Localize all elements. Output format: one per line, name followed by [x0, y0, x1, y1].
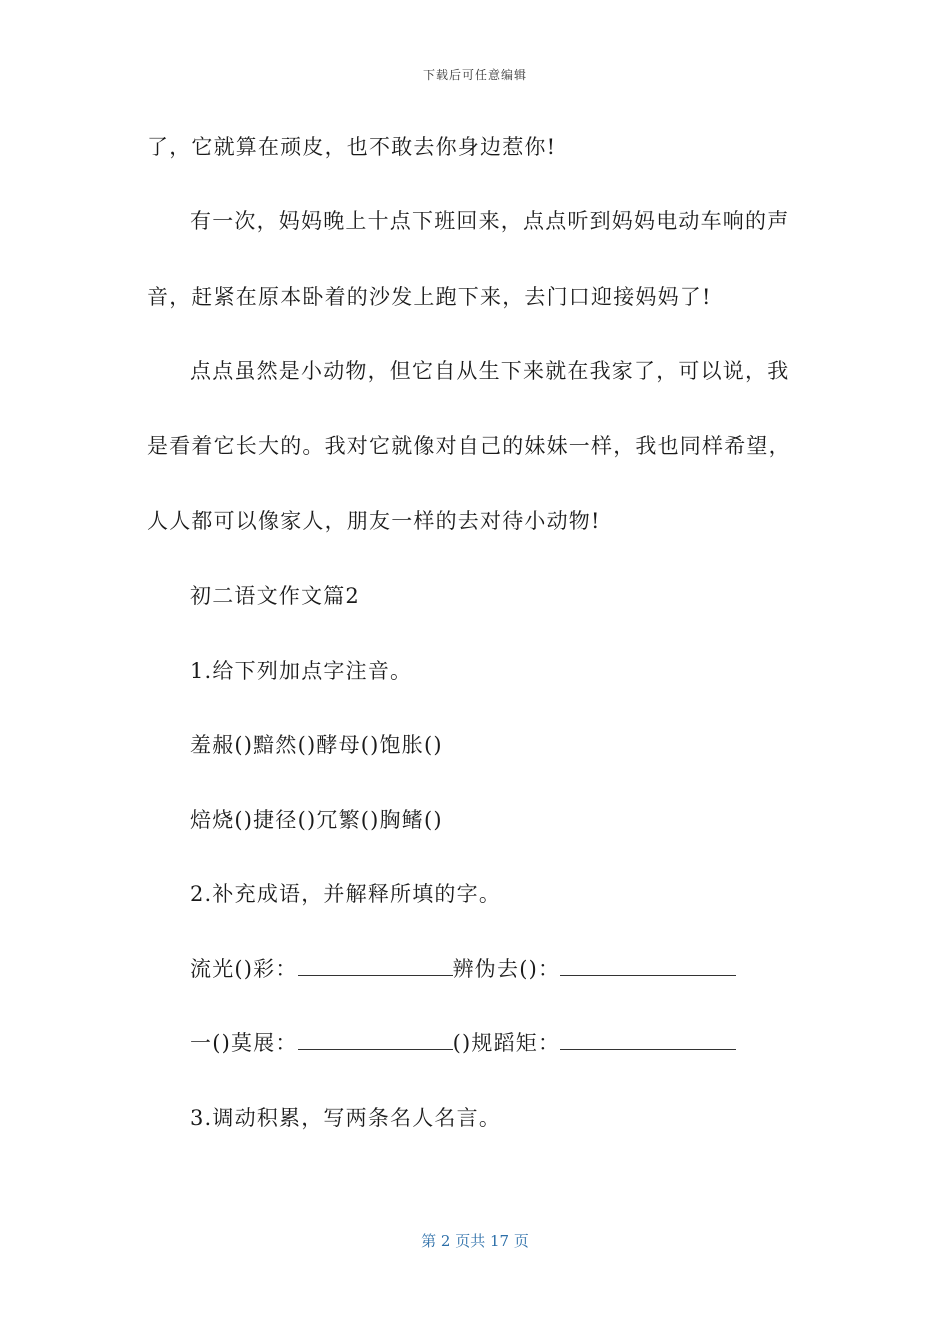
idiom-row [190, 957, 736, 981]
idiom-prompt: ()规蹈矩： [452, 1031, 561, 1055]
page-header: 下载后可任意编辑 [422, 68, 527, 82]
question-heading: 3.调动积累，写两条名人名言。 [190, 1106, 502, 1130]
answer-blank [560, 1031, 736, 1050]
answer-blank [298, 957, 453, 976]
question-heading: 2.补充成语，并解释所填的字。 [190, 882, 502, 906]
question-item: 羞赧()黯然()酵母()饱胀() [190, 733, 443, 757]
idiom-row [190, 1031, 736, 1055]
paragraph-line: 音，赶紧在原本卧着的沙发上跑下来，去门口迎接妈妈了! [147, 285, 712, 309]
question-heading: 1.给下列加点字注音。 [190, 659, 413, 683]
answer-blank [298, 1031, 453, 1050]
paragraph-line: 人人都可以像家人，朋友一样的去对待小动物! [147, 509, 601, 533]
idiom-prompt: 辨伪去()： [452, 957, 561, 981]
page-footer: 第 2 页共 17 页 [421, 1232, 529, 1250]
question-item: 焙烧()捷径()冗繁()胸鳍() [190, 808, 443, 832]
answer-blank [560, 957, 736, 976]
paragraph-line: 了，它就算在顽皮，也不敢去你身边惹你! [147, 135, 557, 159]
idiom-prompt: 流光()彩： [190, 957, 298, 981]
idiom-prompt: 一()莫展： [190, 1031, 298, 1055]
paragraph-line: 有一次，妈妈晚上十点下班回来，点点听到妈妈电动车响的声 [190, 209, 790, 233]
section-title: 初二语文作文篇2 [190, 584, 360, 608]
paragraph-line: 点点虽然是小动物，但它自从生下来就在我家了，可以说，我 [190, 359, 790, 383]
paragraph-line: 是看着它长大的。我对它就像对自己的妹妹一样，我也同样希望， [147, 434, 791, 458]
